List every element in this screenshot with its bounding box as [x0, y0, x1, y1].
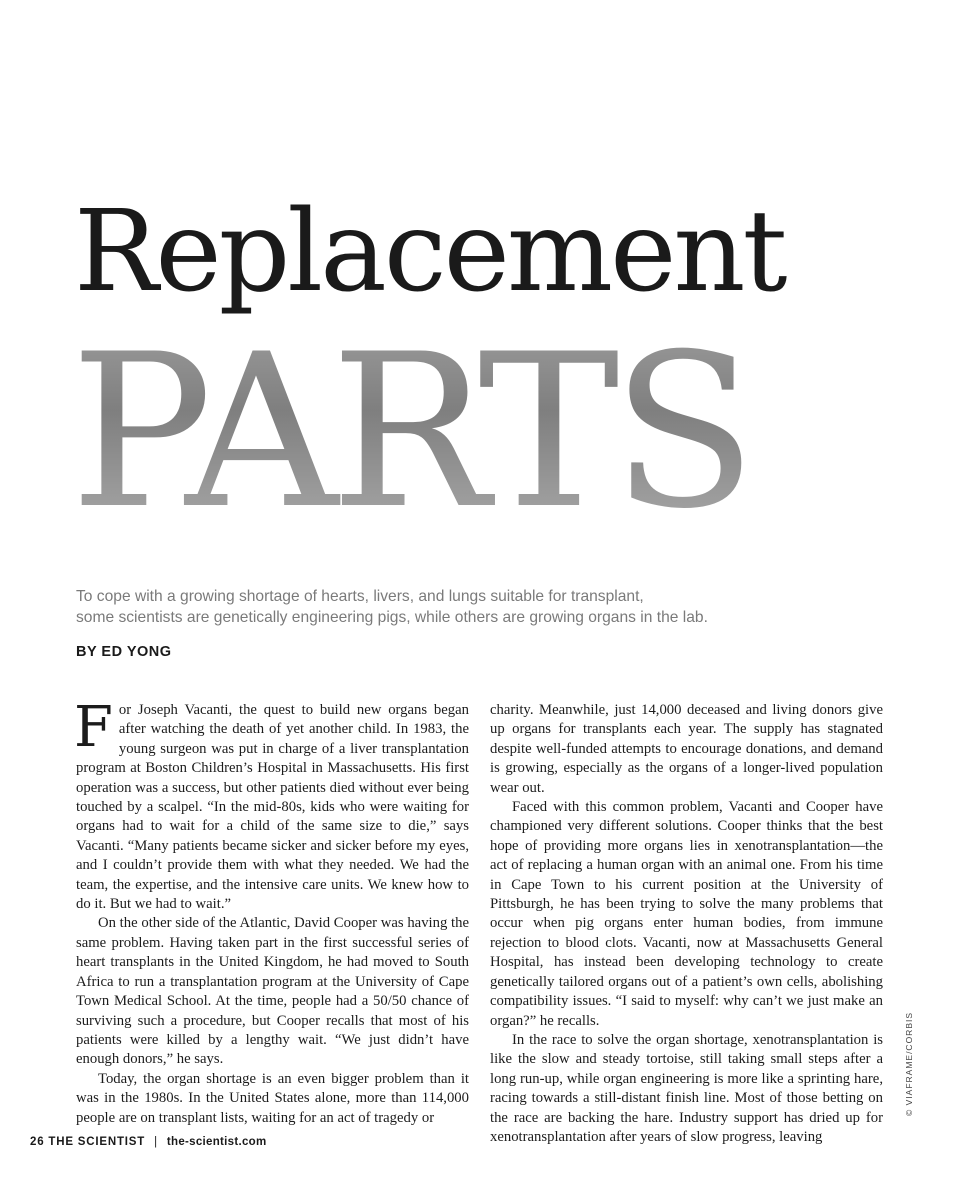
- website-link[interactable]: the-scientist.com: [166, 1136, 267, 1148]
- page-footer: [30, 1136, 267, 1148]
- paragraph: Faced with this common problem, Vacanti and Cooper have championed very different solutions. Cooper thinks that the best hope of providing more organs lies in xenotransplantation—the act of replacing a human organ with an animal one. From his time in Cape Town to his current position at the University of Pittsburgh, he has been trying to solve the many problems that occur when pig organs enter human bodies, from immune rejection to blood clots. Vacanti, now at Massachusetts General Hospital, has instead been developing technology to create genetically tailored organs out of a patient’s own cells, abolishing compatibility issues. “I said to myself: why can’t we just make an organ?” he recalls.: [490, 799, 883, 1029]
- photo-credit: © VIAFRAME/CORBIS: [904, 1011, 914, 1116]
- body-column-right: [490, 701, 883, 1147]
- paragraph: On the other side of the Atlantic, David Cooper was having the same problem. Having taken part in the first successful series of heart transplants in the United Kingdom, he had moved to South Africa to run a transplantation program at the University of Cape Town Medical School. At the time, people had a 50/50 chance of surviving such a procedure, but Cooper recalls that most of his patients were killed by a lengthy wait. “We just didn’t have enough donors,” he says.: [76, 915, 469, 1068]
- deck-line-2: some scientists are genetically engineering pigs, while others are growing organs in the lab.: [76, 609, 708, 626]
- footer-separator: |: [154, 1136, 158, 1148]
- paragraph-text: or Joseph Vacanti, the quest to build new organs began after watching the death of yet another child. In 1983, the young surgeon was put in charge of a liver transplantation program at Boston Children’s Hospital in Massachusetts. His first operation was a success, but other patients died without ever being touched by a scalpel. “In the mid-80s, kids who were waiting for organs had to wait for a child of the same size to die,” says Vacanti. “Many patients became sicker and sicker before my eyes, and I couldn’t provide them with what they needed. We had the team, the expertise, and the intensive care units. We knew how to do it. But we had to wait.”: [76, 702, 469, 913]
- article-deck: [76, 586, 896, 628]
- title-parts: PARTS: [70, 308, 749, 555]
- paragraph: charity. Meanwhile, just 14,000 deceased and living donors give up organs for transplants each year. The supply has stagnated despite well-funded attempts to encourage donations, and demand is growing, especially as the organs of a longer-lived population wear out.: [490, 702, 883, 796]
- paragraph: [74, 695, 469, 914]
- page-number: 26: [30, 1136, 45, 1148]
- magazine-name: THE SCIENTIST: [48, 1136, 146, 1148]
- byline: BY ED YONG: [76, 644, 172, 660]
- deck-line-1: To cope with a growing shortage of hearts, livers, and lungs suitable for transplant,: [76, 588, 644, 605]
- title-replacement: Replacement: [74, 187, 785, 317]
- paragraph: Today, the organ shortage is an even bigger problem than it was in the 1980s. In the United States alone, more than 114,000 people are on transplant lists, waiting for an act of tragedy or: [76, 1070, 469, 1126]
- paragraph: In the race to solve the organ shortage, xenotransplantation is like the slow and steady tortoise, still taking small steps after a long run-up, while organ engineering is more like a sprinting hare, racing towards a still-distant finish line. Most of those betting on the race are backing the hare. Industry support has dried up for xenotransplantation after years of slow progress, leaving: [490, 1031, 883, 1145]
- body-column-left: [74, 695, 469, 1128]
- drop-cap: F: [74, 695, 113, 760]
